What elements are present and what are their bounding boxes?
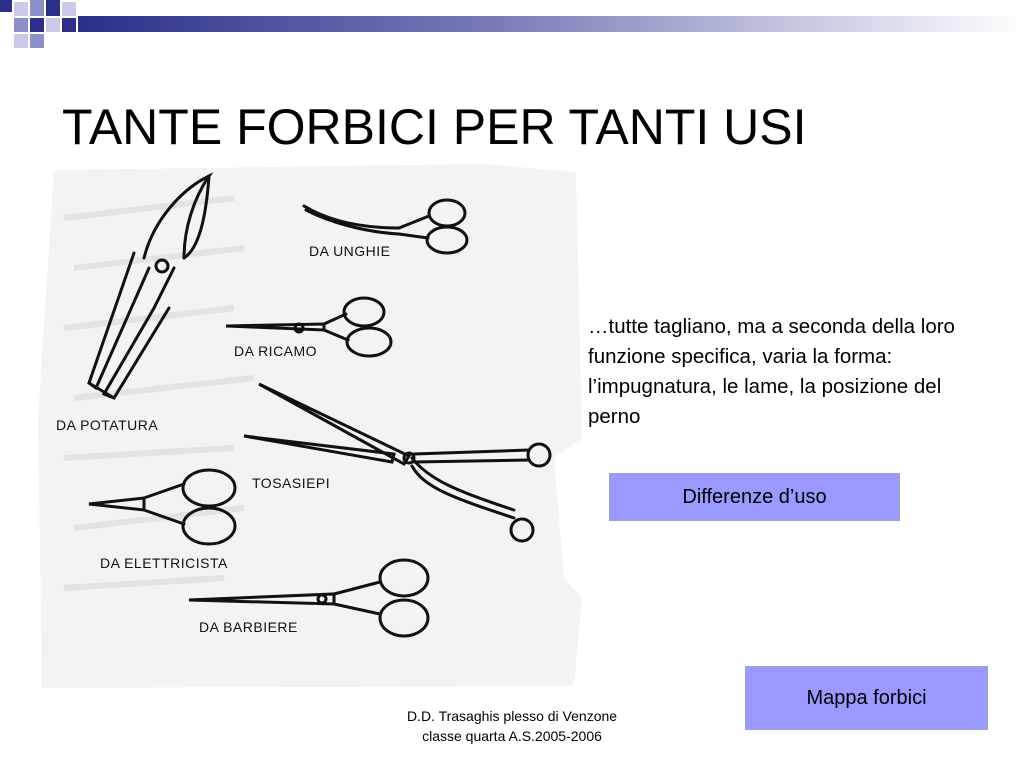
header-decoration <box>0 0 1024 48</box>
differences-button[interactable] <box>609 473 900 521</box>
label-hedge: TOSASIEPI <box>252 475 331 491</box>
label-embroidery: DA RICAMO <box>234 343 318 359</box>
slide-footer <box>362 706 662 746</box>
label-electrician: DA ELETTRICISTA <box>100 555 228 571</box>
description-text: …tutte tagliano, ma a seconda della loro funzione specifica, varia la forma: l’impugnatura, le lame, la posizione del perno <box>588 315 955 428</box>
label-pruning: DA POTATURA <box>56 417 159 433</box>
footer-line-2: classe quarta A.S.2005-2006 <box>422 728 602 744</box>
label-nails: DA UNGHIE <box>309 243 391 259</box>
differences-button-label: Differenze d’uso <box>682 485 827 508</box>
scissors-map-button-label: Mappa forbici <box>806 686 927 709</box>
footer-line-1: D.D. Trasaghis plesso di Venzone <box>406 708 618 724</box>
scissors-illustration <box>34 158 584 690</box>
scissors-map-button[interactable] <box>745 666 988 730</box>
slide-title: TANTE FORBICI PER TANTI USI <box>62 99 807 155</box>
label-barber: DA BARBIERE <box>199 619 298 635</box>
